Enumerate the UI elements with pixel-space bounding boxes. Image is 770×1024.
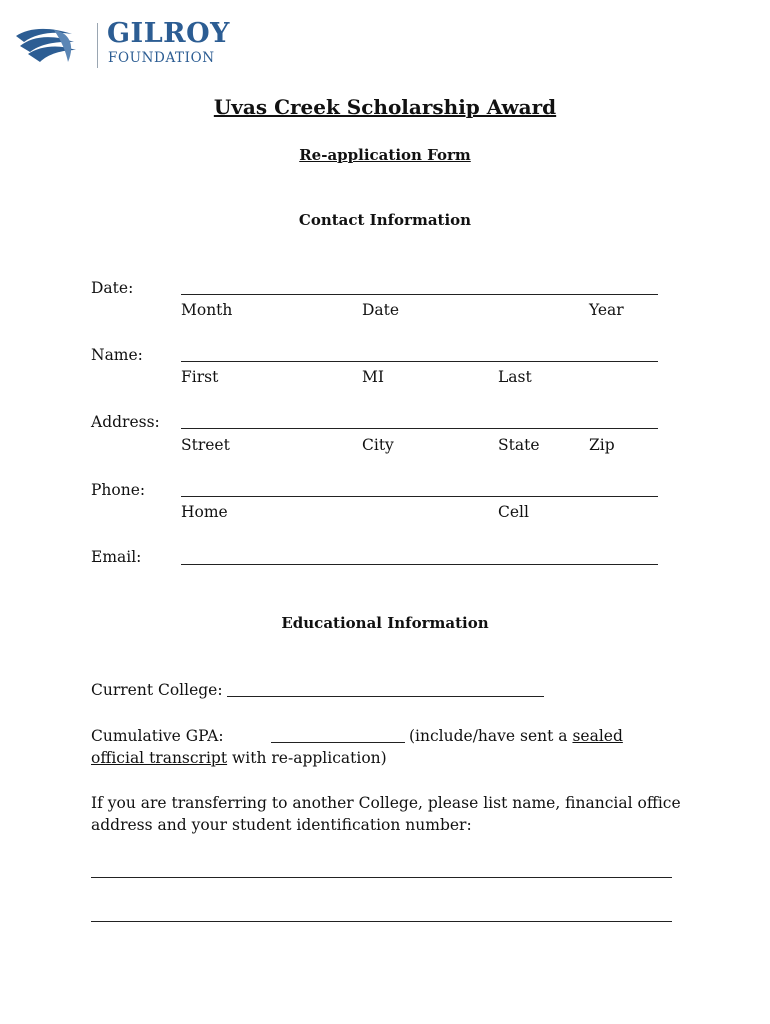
gilroy-foundation-logo <box>14 18 230 72</box>
date-label: Date: <box>91 279 134 297</box>
gpa-note-before: (include/have sent a <box>409 727 568 745</box>
address-label: Address: <box>91 413 160 431</box>
college-field-line[interactable] <box>227 696 544 697</box>
gpa-label: Cumulative GPA: <box>91 727 224 745</box>
college-label: Current College: <box>91 681 223 699</box>
gpa-field-line[interactable] <box>271 742 405 743</box>
name-label: Name: <box>91 346 143 364</box>
transfer-text-line1: If you are transferring to another College, please list name, financial office <box>91 794 681 812</box>
gpa-note-sealed: sealed <box>572 727 623 745</box>
contact-heading: Contact Information <box>298 211 472 229</box>
logo-subtitle: FOUNDATION <box>108 50 215 66</box>
transfer-field-line-2[interactable] <box>91 921 672 922</box>
phone-label: Phone: <box>91 481 146 499</box>
address-part-street: Street <box>181 436 230 454</box>
address-part-city: City <box>362 436 394 454</box>
date-field-line[interactable] <box>181 294 658 295</box>
gpa-note-line1 <box>409 726 623 746</box>
email-field-line[interactable] <box>181 564 658 565</box>
gpa-note-line2 <box>91 748 387 768</box>
phone-part-cell: Cell <box>498 503 529 521</box>
education-heading: Educational Information <box>281 614 489 632</box>
transfer-text-line2: address and your student identification number: <box>91 816 472 834</box>
gpa-note-after: with re-application) <box>232 749 387 767</box>
phone-field-line[interactable] <box>181 496 658 497</box>
transfer-field-line-1[interactable] <box>91 877 672 878</box>
form-subtitle: Re-application Form <box>299 146 471 164</box>
name-part-last: Last <box>498 368 532 386</box>
name-part-first: First <box>181 368 219 386</box>
phone-part-home: Home <box>181 503 228 521</box>
date-part-date: Date <box>362 301 400 319</box>
name-part-mi: MI <box>362 368 384 386</box>
form-title: Uvas Creek Scholarship Award <box>213 95 557 119</box>
address-field-line[interactable] <box>181 428 658 429</box>
date-part-month: Month <box>181 301 233 319</box>
logo-name: GILROY <box>107 18 230 49</box>
date-part-year: Year <box>589 301 624 319</box>
address-part-zip: Zip <box>589 436 615 454</box>
address-part-state: State <box>498 436 540 454</box>
logo-divider <box>97 23 98 68</box>
email-label: Email: <box>91 548 142 566</box>
name-field-line[interactable] <box>181 361 658 362</box>
gpa-note-official: official transcript <box>91 749 228 767</box>
swoosh-logo-icon <box>14 22 78 68</box>
